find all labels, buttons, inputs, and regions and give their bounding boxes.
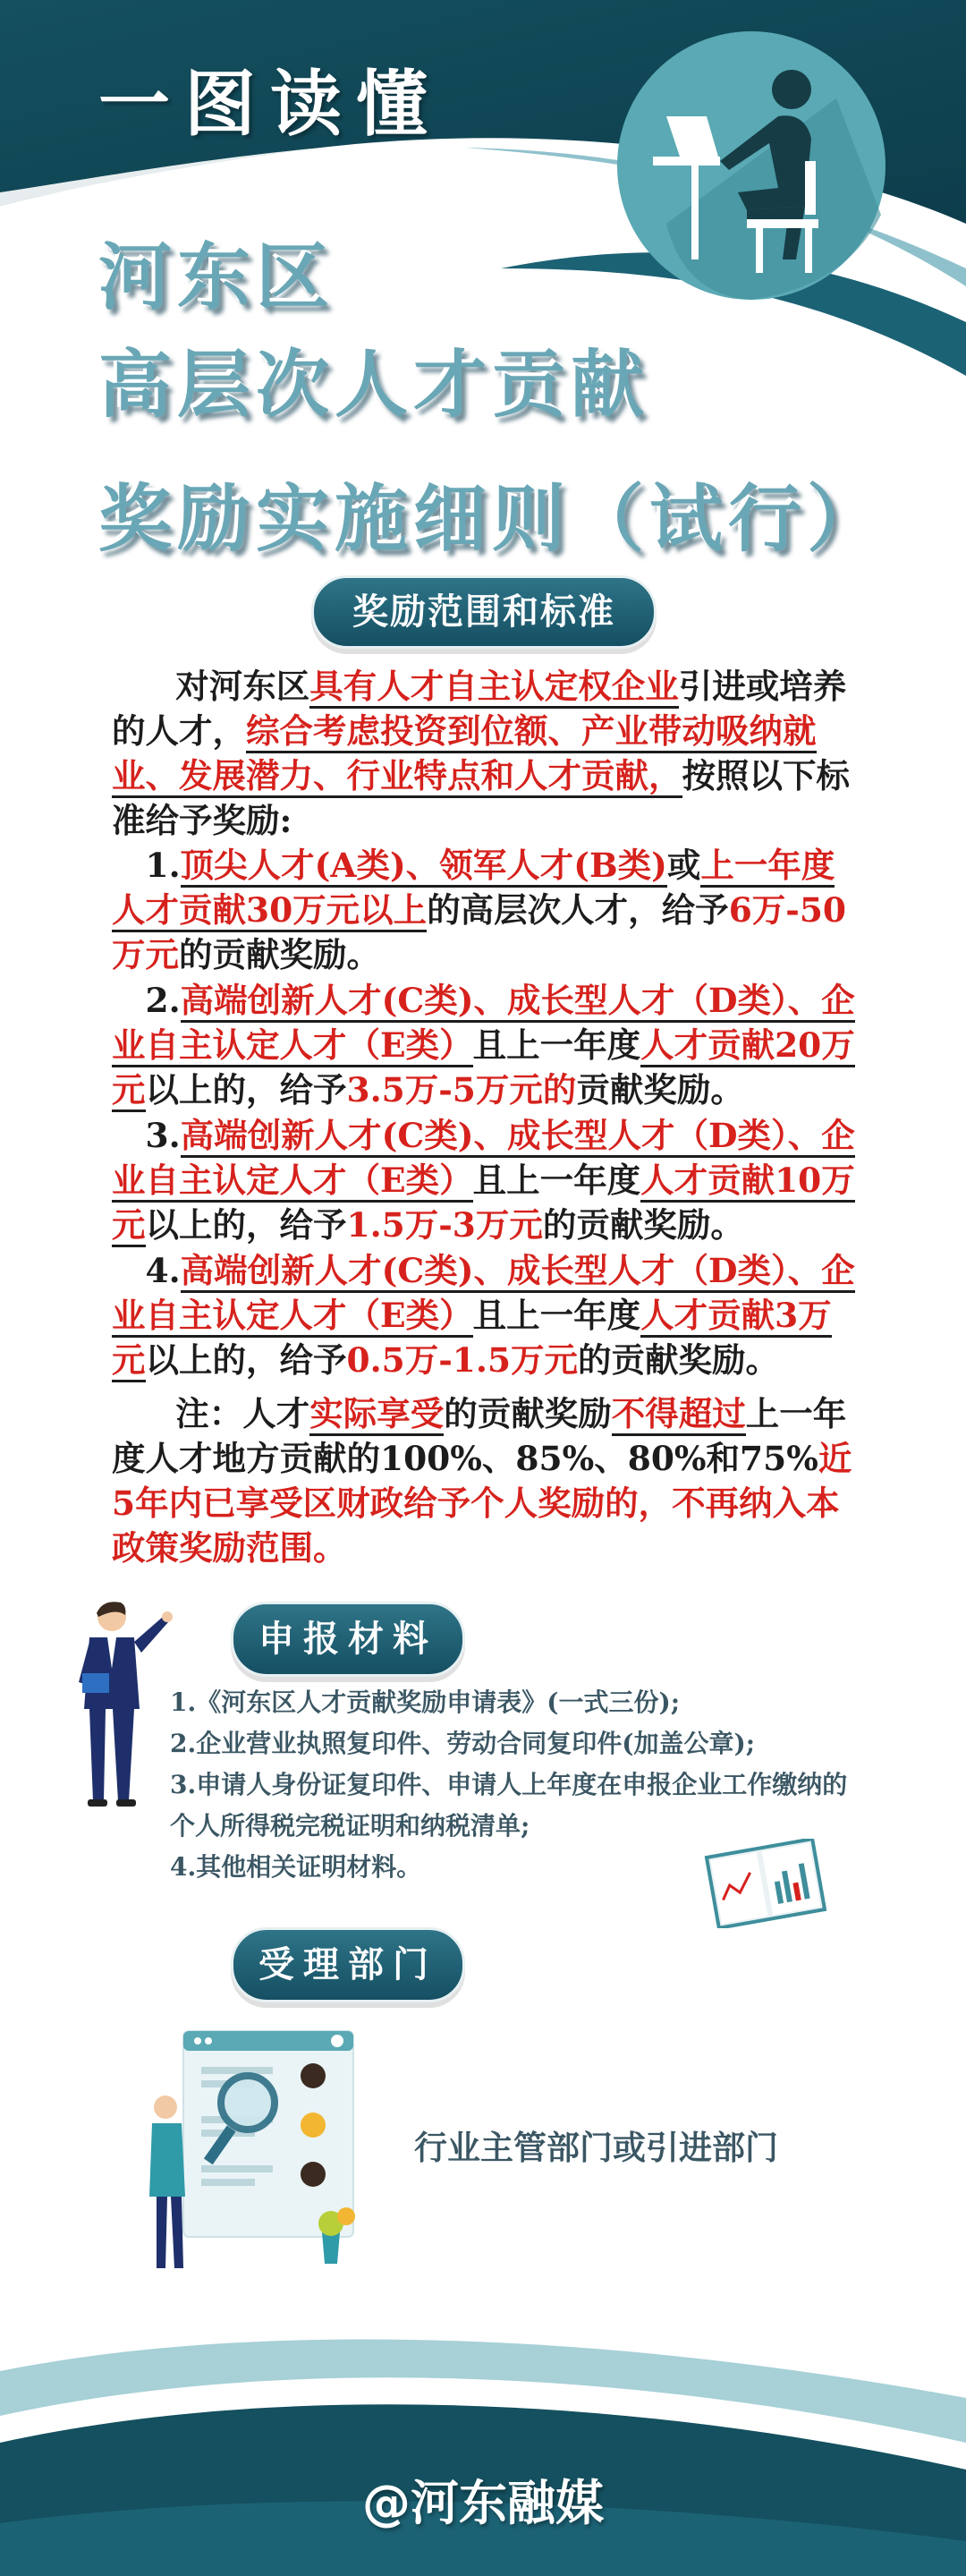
note-text: 上一年度人才地方贡献的100%、85%、80%和75%	[112, 1394, 847, 1478]
title-line-2: 高层次人才贡献	[98, 343, 650, 428]
item-contribution: 人才贡献10万元	[112, 1160, 855, 1247]
header-tag: 一图读懂	[98, 63, 442, 146]
list-item: 1.《河东区人才贡献奖励申请表》(一式三份);	[170, 1688, 681, 1717]
item-text: 的高层次人才，给予	[427, 890, 729, 930]
intro-text-1: 对河东区	[175, 667, 310, 706]
item-text: 且上一年度	[472, 1296, 641, 1335]
footer-background	[0, 2317, 966, 2576]
note-exclusion: 近5年内已享受区财政给予个人奖励的，不再纳入本政策奖励范围。	[112, 1439, 852, 1568]
item-number: 3.	[145, 1116, 181, 1155]
item-text: 的贡献奖励。	[179, 935, 380, 974]
note-text: 注：人才	[175, 1394, 310, 1433]
section-title-standard: 奖励范围和标准	[311, 575, 657, 649]
item-talent-types: 高端创新人才(C类)、成长型人才（D类）、企业自主认定人才（E类）	[112, 981, 855, 1067]
standard-item-1	[112, 843, 863, 977]
standard-item-2	[112, 978, 863, 1112]
presenter-illustration	[63, 1597, 179, 1812]
section-title-materials: 申报材料	[231, 1602, 465, 1677]
item-text: 的贡献奖励。	[542, 1205, 744, 1245]
reader-icon	[613, 27, 890, 304]
standard-item-3	[112, 1113, 863, 1247]
title-line-1: 河东区	[98, 235, 335, 320]
item-reward-amount: 1.5万-3万元	[346, 1205, 543, 1245]
item-text: 以上的，给予	[145, 1340, 347, 1380]
section-title-dept: 受理部门	[231, 1927, 465, 2002]
search-candidates-illustration	[148, 2027, 371, 2282]
item-contribution: 人才贡献3万元	[112, 1296, 832, 1382]
item-reward-amount: 0.5万-1.5万元	[346, 1340, 579, 1380]
item-contribution: 人才贡献20万元	[112, 1025, 855, 1112]
intro-text-2: 引进或培养的人才，	[112, 667, 847, 751]
item-reward-amount: 3.5万-5万元的	[346, 1070, 577, 1109]
item-number: 1.	[145, 846, 181, 885]
item-text: 贡献奖励。	[576, 1070, 744, 1109]
dept-text: 行业主管部门或引进部门	[414, 2128, 778, 2167]
footer-brand: @河东融媒	[362, 2475, 604, 2531]
item-number: 2.	[145, 981, 181, 1020]
item-text: 的贡献奖励。	[578, 1340, 780, 1380]
intro-highlight-2: 综合考虑投资到位额、产业带动吸纳就业、发展潜力、行业特点和人才贡献，	[112, 711, 817, 798]
item-text: 以上的，给予	[145, 1070, 347, 1109]
note-highlight: 实际享受	[309, 1394, 444, 1436]
item-talent-types: 顶尖人才(A类)、领军人才(B类)	[181, 846, 667, 888]
intro-text-3: 按照以下标准给予奖励:	[112, 756, 850, 840]
item-text: 或	[666, 846, 701, 885]
note-paragraph	[112, 1391, 863, 1570]
report-document-icon	[703, 1839, 828, 1928]
list-item: 3.申请人身份证复印件、申请人上年度在申报企业工作缴纳的个人所得税完税证明和纳税清单;	[170, 1770, 848, 1841]
item-text: 以上的，给予	[145, 1205, 347, 1245]
intro-highlight-1: 具有人才自主认定权企业	[309, 667, 679, 709]
item-number: 4.	[145, 1251, 181, 1290]
intro-paragraph	[112, 664, 863, 843]
item-talent-types: 高端创新人才(C类)、成长型人才（D类）、企业自主认定人才（E类）	[112, 1116, 855, 1203]
item-text: 且上一年度	[472, 1025, 641, 1065]
item-reward-amount: 6万-50万元	[112, 890, 847, 974]
note-highlight: 不得超过	[612, 1394, 746, 1436]
note-text: 的贡献奖励	[444, 1394, 612, 1433]
item-text: 且上一年度	[472, 1160, 641, 1200]
title-line-3: 奖励实施细则（试行）	[98, 477, 886, 562]
item-talent-types: 高端创新人才(C类)、成长型人才（D类）、企业自主认定人才（E类）	[112, 1251, 855, 1338]
list-item: 2.企业营业执照复印件、劳动合同复印件(加盖公章);	[170, 1729, 756, 1758]
list-item: 4.其他相关证明材料。	[170, 1852, 422, 1882]
item-contribution: 上一年度人才贡献30万元以上	[112, 846, 835, 932]
standard-item-4	[112, 1248, 863, 1382]
